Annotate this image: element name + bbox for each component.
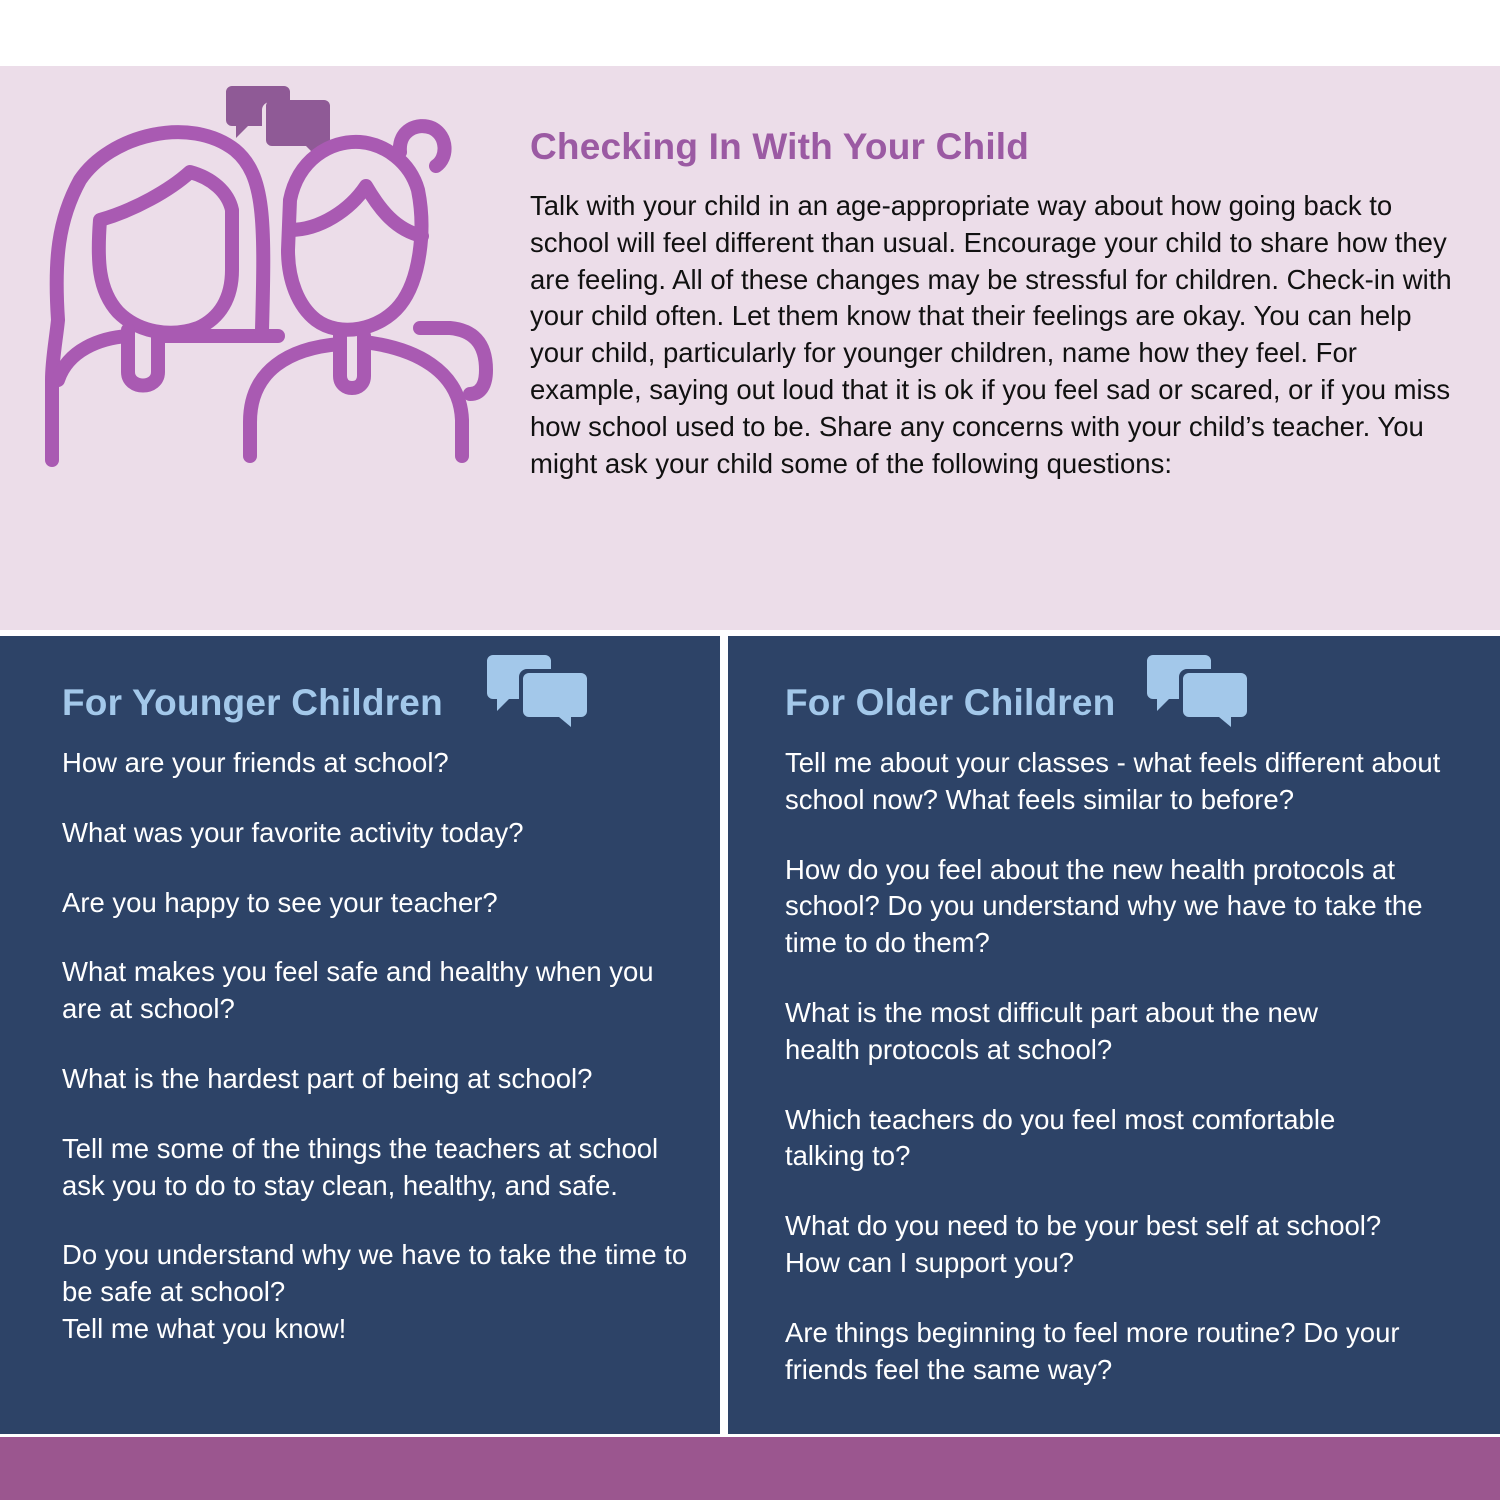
older-question: How do you feel about the new health protocols at school? Do you understand why we have to take the time to do them? <box>785 853 1423 959</box>
parent-child-talking-icon <box>40 80 500 480</box>
intro-heading: Checking In With Your Child <box>530 126 1030 167</box>
older-question: What do you need to be your best self at school? How can I support you? <box>785 1210 1382 1278</box>
older-question: What is the most difficult part about the new health protocols at school? <box>785 996 1318 1065</box>
speech-bubbles-icon <box>487 655 587 727</box>
younger-question: Tell me some of the things the teachers at school ask you to do to stay clean, healthy, and safe. <box>62 1132 659 1201</box>
younger-children-heading: For Younger Children <box>62 682 443 723</box>
younger-question: Do you understand why we have to take the time to be safe at school? Tell me what you know! <box>62 1239 688 1344</box>
footer-bar <box>0 1437 1500 1500</box>
speech-bubbles-icon <box>1147 655 1247 727</box>
younger-question: Are you happy to see your teacher? <box>62 886 498 918</box>
younger-questions-list <box>62 745 692 1381</box>
younger-question: How are your friends at school? <box>62 747 449 778</box>
younger-question: What is the hardest part of being at school? <box>62 1062 593 1094</box>
older-children-heading: For Older Children <box>785 682 1116 723</box>
older-question: Are things beginning to feel more routine? Do your friends feel the same way? <box>785 1316 1400 1385</box>
older-question: Tell me about your classes - what feels different about school now? What feels similar to before? <box>785 747 1441 815</box>
younger-question: What makes you feel safe and healthy when you are at school? <box>62 956 654 1025</box>
younger-question: What was your favorite activity today? <box>62 816 524 848</box>
older-questions-list <box>785 745 1465 1421</box>
intro-paragraph: Talk with your child in an age-appropriate way about how going back to school will feel different than usual. Encourage your child to share how they are feeling. All of these changes may be stressful for children. Check-in with your child often. Let them know that their feelings are okay. You can help your child, particularly for younger children, name how they feel. For example, saying out loud that it is ok if you feel sad or scared, or if you miss how school used to be. Share any concerns with your child’s teacher. You might ask your child some of the following questions: <box>530 190 1452 479</box>
older-question: Which teachers do you feel most comfortable talking to? <box>785 1103 1336 1172</box>
